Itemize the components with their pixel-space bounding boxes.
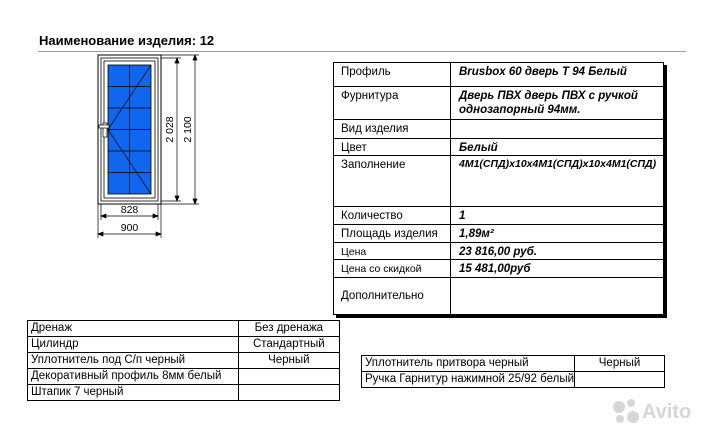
extra-name: Ручка Гарнитур нажимной 25/92 белый <box>362 372 575 388</box>
spec-row-quantity <box>334 207 664 225</box>
extra-value <box>575 372 665 388</box>
avito-watermark-text: Avito <box>642 400 692 423</box>
spec-row-profile <box>334 63 664 87</box>
spec-row-additional <box>334 278 664 315</box>
extras-table-left <box>27 320 340 401</box>
spec-row-area <box>334 225 664 243</box>
avito-watermark <box>613 399 691 425</box>
spec-label: Дополнительно <box>334 278 451 314</box>
inner-height-label: 2 028 <box>164 116 176 143</box>
extra-name: Штапик 7 черный <box>28 385 239 401</box>
spec-value: 4М1(СПД)x10x4М1(СПД)x10x4М1(СПД) <box>452 156 664 206</box>
outer-width-label: 900 <box>120 222 139 234</box>
table-row <box>28 369 340 385</box>
spec-value: Белый <box>452 139 664 155</box>
table-row <box>28 337 340 353</box>
extra-name: Уплотнитель под С/п черный <box>28 353 239 369</box>
extra-value <box>238 385 339 401</box>
spec-label: Профиль <box>334 63 451 86</box>
extra-name: Уплотнитель притвора черный <box>362 356 575 372</box>
product-title: Наименование изделия: 12 <box>39 33 215 48</box>
table-row <box>362 372 665 388</box>
spec-row-discount-price <box>334 260 664 278</box>
spec-row-price <box>334 243 664 260</box>
spec-value <box>452 120 664 138</box>
spec-label: Вид изделия <box>334 120 451 138</box>
extra-value: Без дренажа <box>238 321 339 337</box>
spec-label: Фурнитура <box>334 87 451 119</box>
spec-label: Площадь изделия <box>334 225 451 242</box>
outer-height-label: 2 100 <box>182 116 194 143</box>
spec-table <box>333 62 664 315</box>
spec-row-color <box>334 139 664 156</box>
table-row <box>28 353 340 369</box>
extra-value: Черный <box>575 356 665 372</box>
avito-logo-icon <box>613 399 639 425</box>
spec-value <box>452 278 664 314</box>
extra-value: Стандартный <box>238 337 339 353</box>
spec-row-filling <box>334 156 664 207</box>
extra-name: Цилиндр <box>28 337 239 353</box>
spec-value: Brusbox 60 дверь T 94 Белый <box>452 63 664 86</box>
extras-table-right <box>361 355 665 388</box>
spec-label: Количество <box>334 207 451 224</box>
inner-width-label: 828 <box>120 204 139 216</box>
spec-value: 15 481,00руб <box>452 260 664 277</box>
spec-row-type <box>334 120 664 139</box>
spec-label: Заполнение <box>334 156 451 206</box>
spec-value: 1,89м² <box>452 225 664 242</box>
table-row <box>28 385 340 401</box>
spec-label: Цена со скидкой <box>334 260 451 277</box>
spec-value: Дверь ПВХ дверь ПВХ с ручкой однозапорный 94мм. <box>452 87 664 119</box>
extra-name: Декоративный профиль 8мм белый <box>28 369 239 385</box>
spec-row-hardware <box>334 87 664 120</box>
spec-value: 23 816,00 руб. <box>452 243 664 259</box>
extra-value <box>238 369 339 385</box>
spec-label: Цвет <box>334 139 451 155</box>
table-row <box>28 321 340 337</box>
spec-label: Цена <box>334 243 451 259</box>
extra-name: Дренаж <box>28 321 239 337</box>
spec-value: 1 <box>452 207 664 224</box>
extra-value: Черный <box>238 353 339 369</box>
table-row <box>362 356 665 372</box>
